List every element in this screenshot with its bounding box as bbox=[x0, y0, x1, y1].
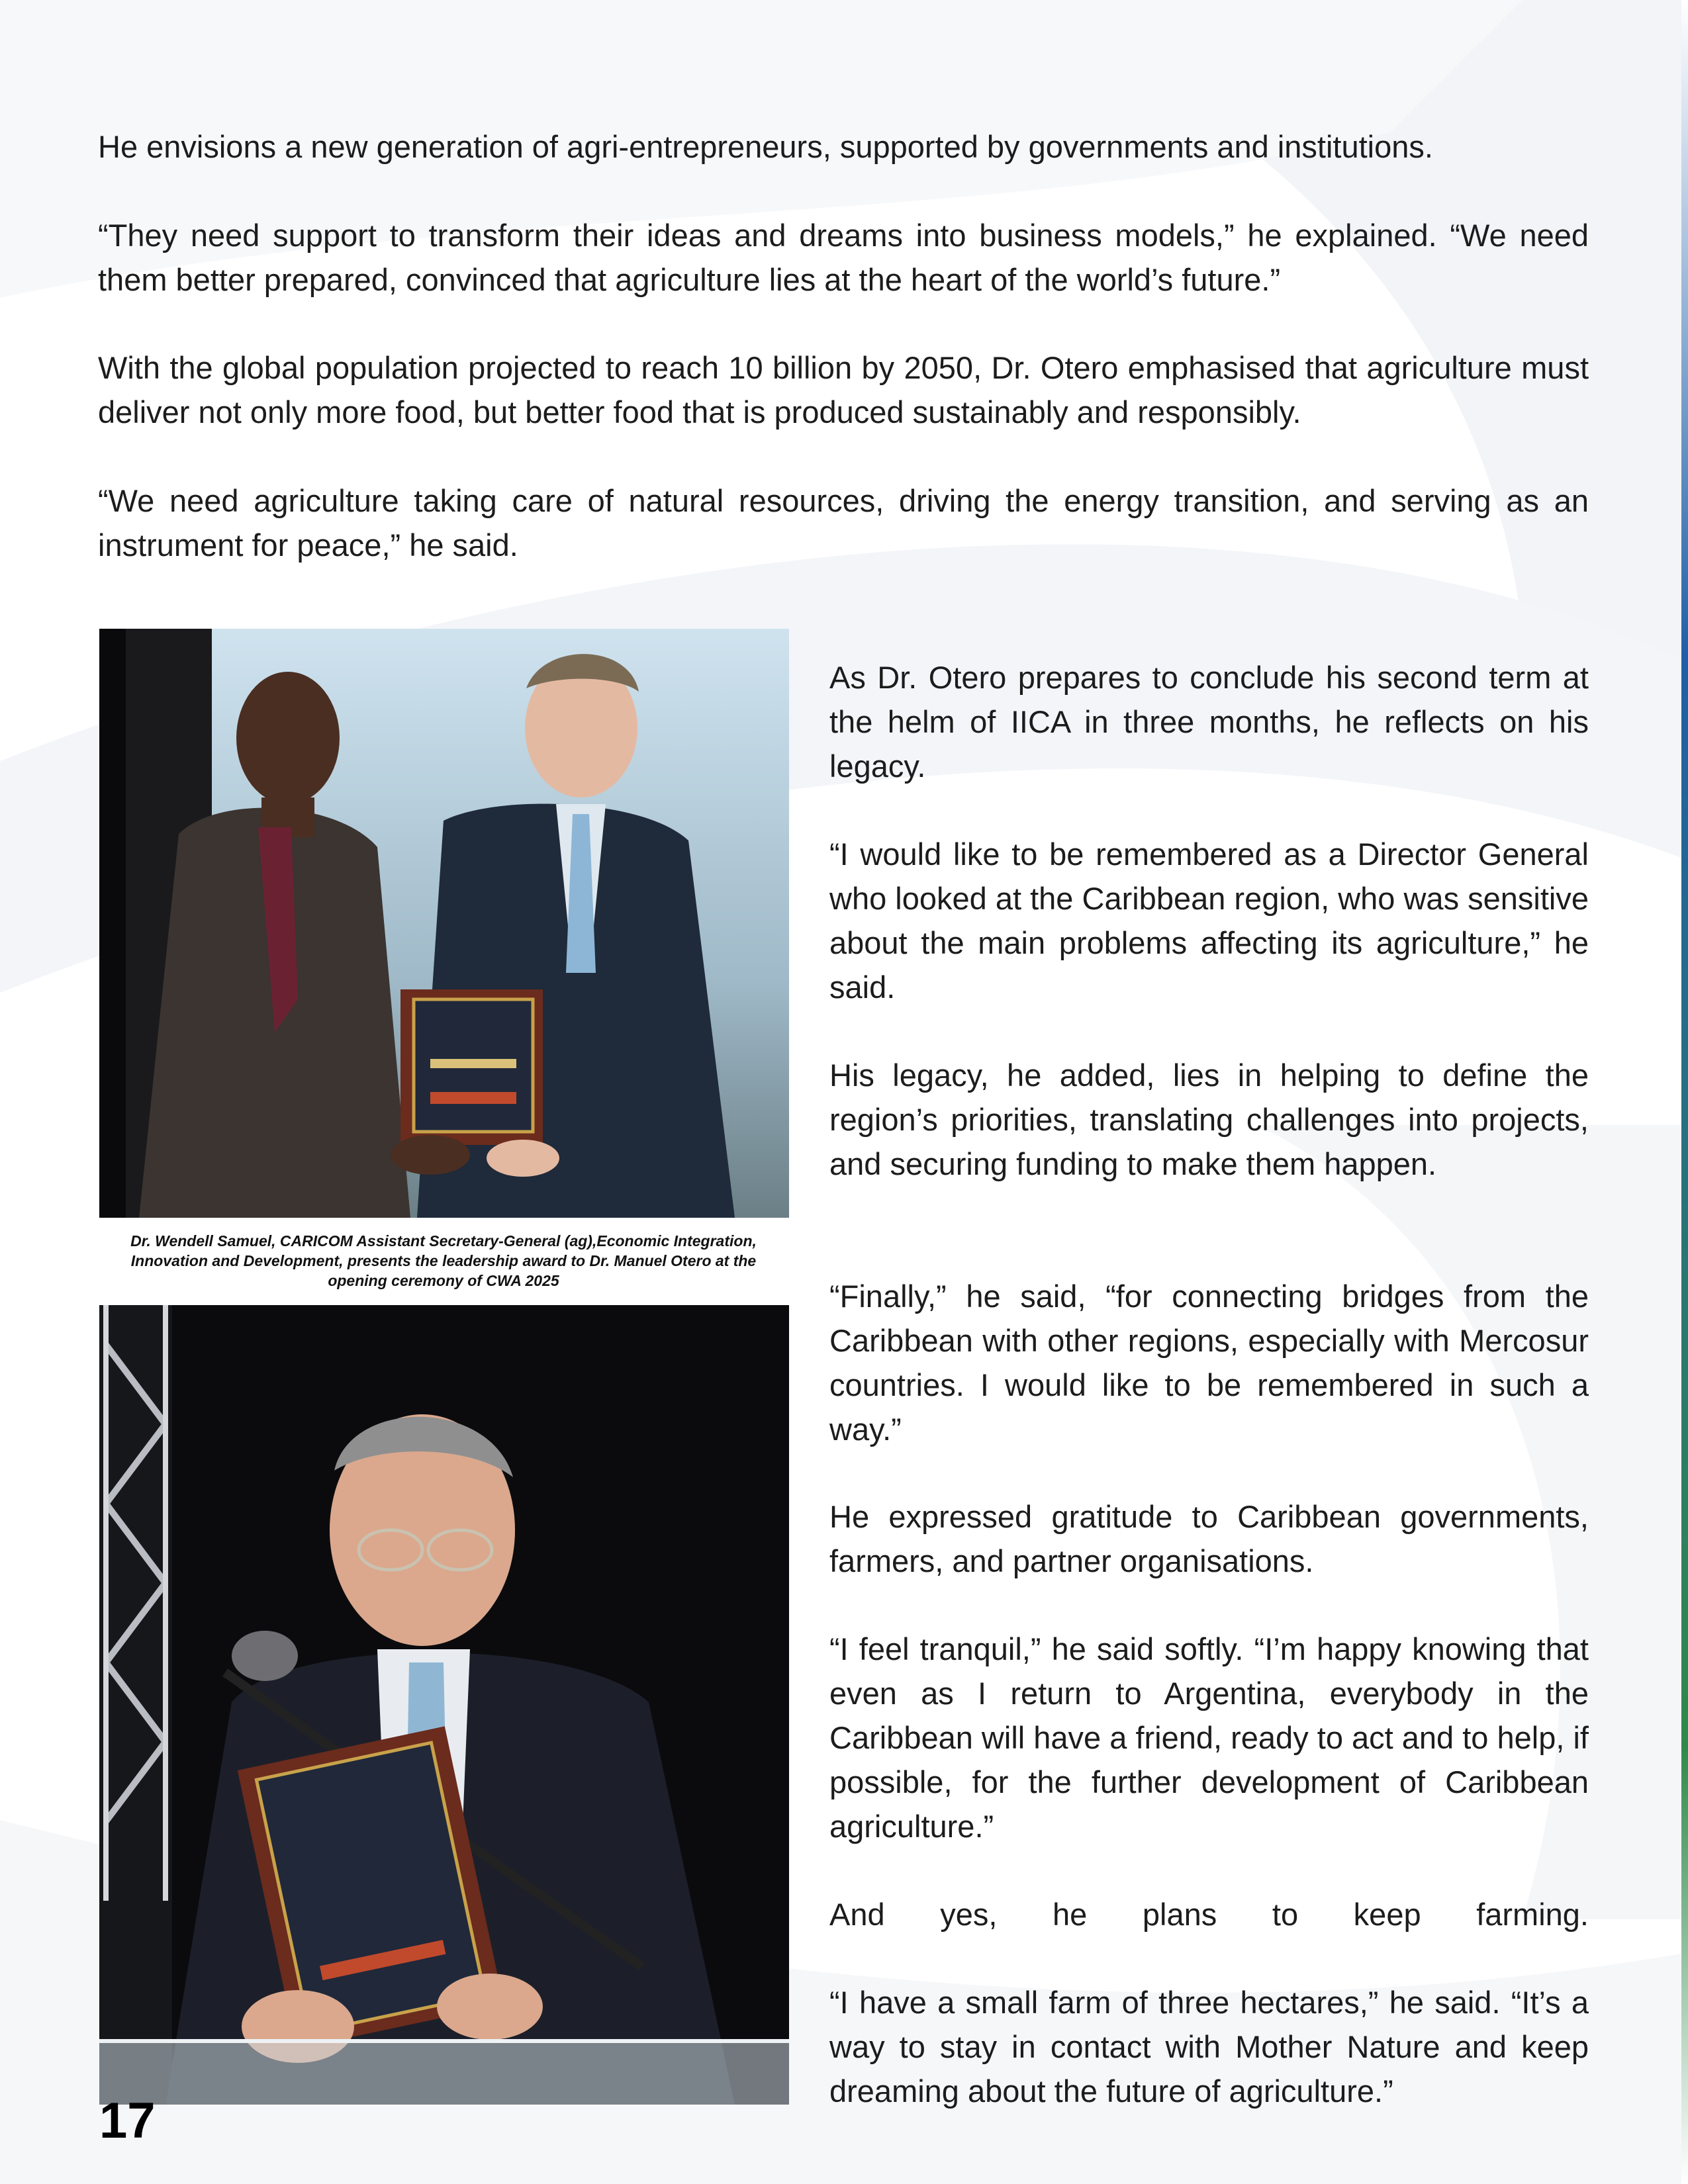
body-paragraph: “I would like to be remembered as a Director General who looked at the Caribbean region, who was sensitive about the main problems affecting its agriculture,” he said. bbox=[829, 837, 1589, 1005]
body-paragraph: “I feel tranquil,” he said softly. “I’m happy knowing that even as I return to Argentina, everybody in the Caribbean will have a friend, ready to act and to help, if possible, for the further development of Caribbean agriculture.” bbox=[829, 1631, 1589, 1844]
page-number: 17 bbox=[99, 2093, 156, 2149]
speaker-with-award-photo bbox=[99, 1305, 789, 2105]
body-paragraph: He expressed gratitude to Caribbean governments, farmers, and partner organisations. bbox=[829, 1499, 1589, 1578]
edge-accent-strip bbox=[1681, 0, 1688, 2184]
body-paragraph: “They need support to transform their ideas and dreams into business models,” he explained. “We need them better prepared, convinced that agriculture lies at the heart of the world’s future.” bbox=[98, 218, 1589, 297]
body-paragraph: And yes, he plans to keep farming. bbox=[829, 1897, 1589, 1932]
body-paragraph: “We need agriculture taking care of natural resources, driving the energy transition, and serving as an instrument for peace,” he said. bbox=[98, 483, 1589, 563]
body-paragraph: His legacy, he added, lies in helping to define the region’s priorities, translating challenges into projects, and securing funding to make them happen. bbox=[829, 1058, 1589, 1181]
body-paragraph: As Dr. Otero prepares to conclude his second term at the helm of IICA in three months, he reflects on his legacy. bbox=[829, 660, 1589, 784]
photo-caption: Dr. Wendell Samuel, CARICOM Assistant Secretary-General (ag),Economic Integration, Innovation and Development, presents the leadership award to Dr. Manuel Otero at the opening ceremony of CWA 2025 bbox=[105, 1219, 782, 1305]
body-paragraph: He envisions a new generation of agri-entrepreneurs, supported by governments and institutions. bbox=[98, 129, 1433, 164]
body-paragraph: “I have a small farm of three hectares,” he said. “It’s a way to stay in contact with Mother Nature and keep dreaming about the future of agriculture.” bbox=[829, 1985, 1589, 2109]
award-presentation-photo bbox=[99, 629, 789, 1218]
body-paragraph: “Finally,” he said, “for connecting bridges from the Caribbean with other regions, especially with Mercosur countries. I would like to be remembered in such a way.” bbox=[829, 1279, 1589, 1447]
body-paragraph: With the global population projected to reach 10 billion by 2050, Dr. Otero emphasised that agriculture must deliver not only more food, but better food that is produced sustainably and responsibly. bbox=[98, 350, 1589, 430]
